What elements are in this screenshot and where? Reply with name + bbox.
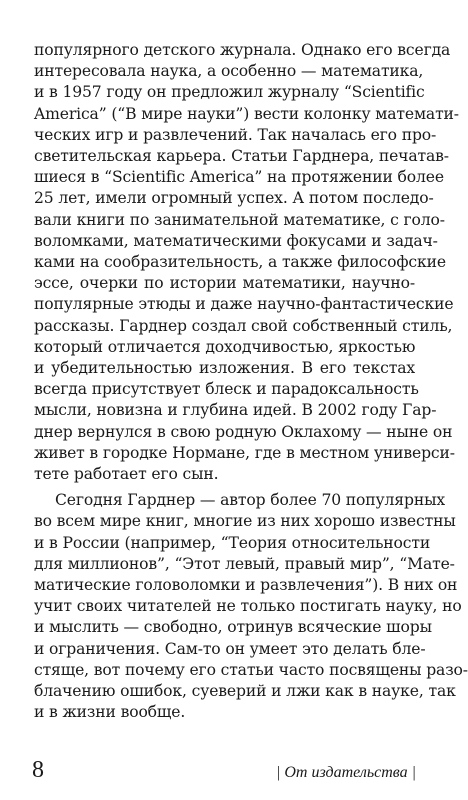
- text-line: воломками, математическими фокусами и задач-: [34, 231, 438, 250]
- text-line: стяще, вот почему его статьи часто посвящены разо-: [34, 660, 468, 679]
- text-line: популярные этюды и даже научно-фантастические: [34, 295, 454, 314]
- text-line: и в жизни вообще.: [34, 703, 186, 722]
- text-line: днер вернулся в свою родную Оклахому — ныне он: [34, 422, 453, 441]
- paragraph-first-line: Сегодня Гарднер — автор более 70 популярных: [55, 491, 445, 510]
- page-body: [34, 40, 468, 800]
- text-line: и убедительностью изложения. В его текстах: [34, 359, 415, 377]
- text-line: блачению ошибок, суеверий и лжи как в науке, так: [34, 682, 456, 700]
- page-number: 8: [32, 757, 44, 783]
- text-line: и в России (например, “Теория относительности: [34, 533, 431, 552]
- text-line: всегда присутствует блеск и парадоксальность: [34, 380, 419, 399]
- text-line: и мыслить — свободно, отринув всяческие шоры: [34, 618, 432, 637]
- text-line: и ограничения. Сам-то он умеет это делать бле-: [34, 639, 426, 658]
- text-line: во всем мире книг, многие из них хорошо известны: [34, 512, 456, 531]
- text-line: шиеся в “Scientific America” на протяжении более: [34, 168, 444, 187]
- text-line: светительская карьера. Статьи Гарднера, печатав-: [34, 147, 449, 165]
- text-line: эссе, очерки по истории математики, научно-: [34, 274, 415, 293]
- text-line: учит своих читателей не только постигать науку, но: [34, 597, 462, 616]
- text-line: интересовала наука, а особенно — математика,: [34, 62, 424, 81]
- text-line: ческих игр и развлечений. Так началась его про-: [34, 125, 437, 144]
- text-line: матические головоломки и развлечения”). В них он: [34, 576, 458, 594]
- text-line: и в 1957 году он предложил журналу “Scientific: [34, 83, 425, 102]
- text-line: рассказы. Гарднер создал свой собственный стиль,: [34, 316, 453, 335]
- text-line: мысли, новизна и глубина идей. В 2002 году Гар-: [34, 401, 437, 420]
- text-line: 25 лет, имели огромный успех. А потом последо-: [34, 189, 434, 208]
- text-line: для миллионов”, “Этот левый, правый мир”, “Мате-: [34, 554, 455, 573]
- running-title: | От издательства |: [275, 764, 416, 781]
- text-line: популярного детского журнала. Однако его всегда: [34, 41, 451, 59]
- text-line: ками на сообразительность, а также философские: [34, 253, 446, 271]
- text-line: тете работает его сын.: [34, 465, 219, 483]
- text-line: живет в городке Нормане, где в местном универси-: [34, 443, 455, 462]
- text-line: вали книги по занимательной математике, с голо-: [34, 210, 445, 229]
- text-line: который отличается доходчивостью, яркостью: [34, 337, 416, 356]
- text-line: America” (“В мире науки”) вести колонку математи-: [34, 104, 459, 123]
